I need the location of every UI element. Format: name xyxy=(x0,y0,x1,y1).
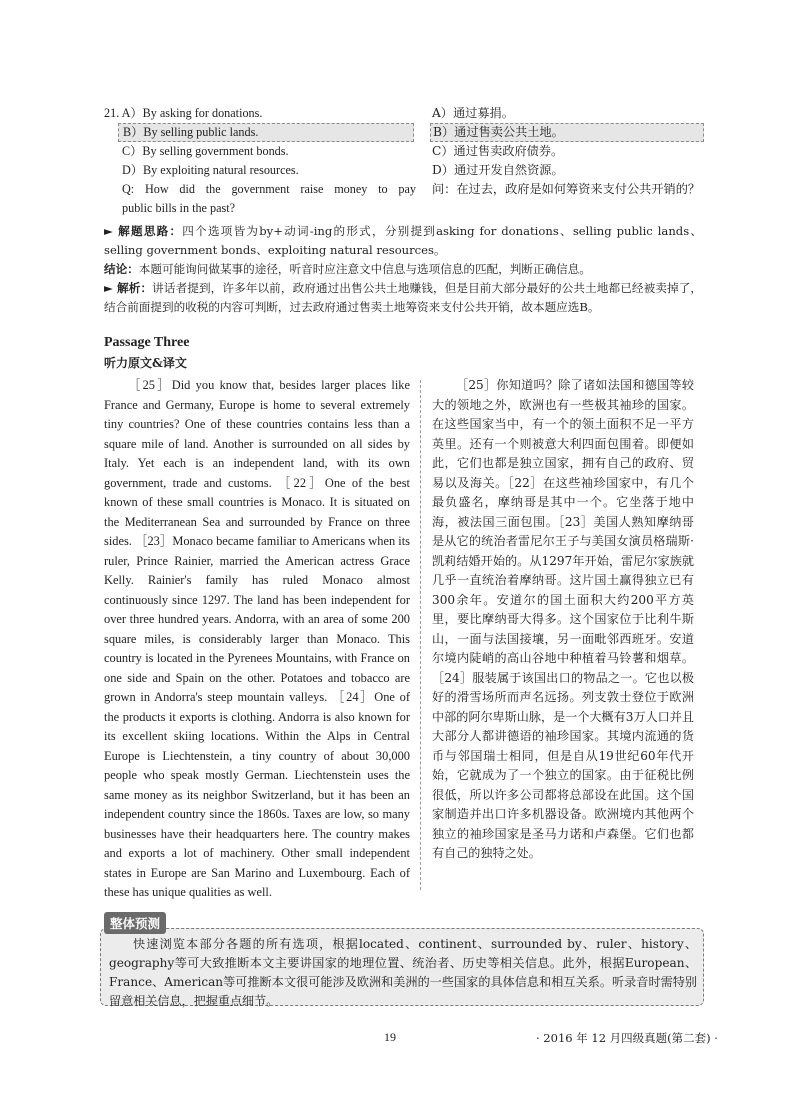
overall-preview-text: 快速浏览本部分各题的所有选项，根据located、continent、surrounded by、ruler、history、geography等可大致推断本文主要讲国家的地理位置、统治者、历史等相关信息。此外，根据European、France、American等可推断本文很可能涉及欧洲和美洲的一些国家的具体信息和相互关系。听录音时需特别留意相关信息，把握重点细节。 xyxy=(109,937,697,1008)
passage-chinese-translation: ［25］你知道吗？除了诸如法国和德国等较大的领地之外，欧洲也有一些极其袖珍的国家。在这些国家当中，有一个的领土面积不足一平方英里。还有一个则被意大利四面包围着。即便如此，它们也都是独立国家，拥有自己的政府、贸易以及海关。［22］在这些袖珍国家中，有几个最负盛名，摩纳哥是其中一个。它坐落于地中海，被法国三面包围。［23］美国人熟知摩纳哥是从它的统治者雷尼尔王子与美国女演员格瑞斯·凯莉结婚开始的。从1297年开始，雷尼尔家族就几乎一直统治着摩纳哥。这片国土赢得独立已有300余年。安道尔的国土面积大约200平方英里，要比摩纳哥大得多。这个国家位于比利牛斯山，一面与法国接壤，另一面毗邻西班牙。安道尔境内陡峭的高山谷地中种植着马铃薯和烟草。［24］服装属于该国出口的物品之一。它也以极好的滑雪场所而声名远扬。列支敦士登位于欧洲中部的阿尔卑斯山脉，是一个大概有3万人口并且大部分人都讲德语的袖珍国家。其境内流通的货币与邻国瑞士相同，但是自从19世纪60年代开始，它就成为了一个独立的国家。由于征税比例很低，所以许多公司都将总部设在此国。这个国家制造并出口许多机器设备。欧洲境内其他两个独立的袖珍国家是圣马力诺和卢森堡。它们也都有自己的独特之处。 xyxy=(432,378,694,860)
question-number: 21. xyxy=(104,106,120,120)
question-option-b-en-highlighted: B）By selling public lands. xyxy=(118,123,414,142)
passage-english-text: ［25］Did you know that, besides larger places like France and Germany, Europe is home to several extremely tiny countries? One of these countries contains less than a square mile of land. Another is surrounded on all sides by Italy. Yet each is an independent land, with its own government, trade and customs. ［22］One of the best known of these small countries is Monaco. It is situated on the Mediterranean Sea and surrounded by France on three sides. ［23］Monaco became familiar to Americans when its ruler, Prince Rainier, married the American actress Grace Kelly. Rainier's family has ruled Monaco almost continuously since 1297. The land has been independent for over three hundred years. Andorra, with an area of some 200 square miles, is considerably larger than Monaco. This country is located in the Pyrenees Mountains, with France on one side and Spain on the other. Potatoes and tobacco are grown in Andorra's steep mountain valleys. ［24］One of the products it exports is clothing. Andorra is also known for its excellent skiing locations. Within the Alps in Central Europe is Liechtenstein, a tiny country of about 30,000 people who speak mostly German. Liechtenstein uses the same money as its neighbor Switzerland, but it has been an independent country since the 1860s. Taxes are low, so many businesses have their headquarters here. The country makes and exports a lot of machinery. Other small independent states in Europe are San Marino and Luxembourg. Each of these has unique qualities as well. xyxy=(104,378,410,899)
question-option-c-cn: C）通过售卖政府债券。 xyxy=(432,144,564,158)
answer-analysis xyxy=(104,222,702,317)
question-option-a-en: 21. A）By asking for donations. xyxy=(104,106,263,120)
analysis-explanation: ► 解析：讲话者提到，许多年以前，政府通过出售公共土地赚钱，但是目前大部分最好的公共土地都已经被卖掉了，结合前面提到的收税的内容可判断，过去政府通过售卖土地筹资来支付公共开销，故本题应选B。 xyxy=(104,281,702,314)
overall-preview-tag: 整体预测 xyxy=(104,912,166,934)
question-21-english xyxy=(104,104,416,218)
question-option-d-en: D）By exploiting natural resources. xyxy=(122,163,299,177)
overall-preview-box xyxy=(100,928,704,1006)
analysis-explanation-label: ► 解析： xyxy=(104,281,153,295)
analysis-conclusion: 结论：本题可能询问做某事的途径，听音时应注意文中信息与选项信息的匹配，判断正确信息。 xyxy=(104,262,591,276)
question-text-en-line2: public bills in the past? xyxy=(122,201,236,215)
question-option-c-en: C）By selling government bonds. xyxy=(122,144,289,158)
exam-title: · 2016 年 12 月四级真题(第二套) · xyxy=(536,1031,718,1045)
passage-title: Passage Three xyxy=(104,335,190,350)
column-divider xyxy=(420,380,421,890)
question-text-en-line1: Q: How did the government raise money to pay xyxy=(122,182,416,196)
question-21-chinese xyxy=(432,104,702,199)
question-text-cn: 问：在过去，政府是如何筹资来支付公共开销的？ xyxy=(432,182,701,196)
passage-subtitle: 听力原文&译文 xyxy=(104,356,187,370)
question-option-b-cn-highlighted: B）通过售卖公共土地。 xyxy=(430,123,704,142)
page-number: 19 xyxy=(384,1030,396,1044)
analysis-conclusion-label: 结论： xyxy=(104,262,139,276)
analysis-approach: ► 解题思路：四个选项皆为by+动词-ing的形式，分别提到asking for donations、selling public lands、selling government bonds、exploiting natural resources。 xyxy=(104,224,702,257)
question-option-a-cn: A）通过募捐。 xyxy=(432,106,514,120)
question-option-d-cn: D）通过开发自然资源。 xyxy=(432,163,564,177)
analysis-approach-label: ► 解题思路： xyxy=(104,224,183,238)
